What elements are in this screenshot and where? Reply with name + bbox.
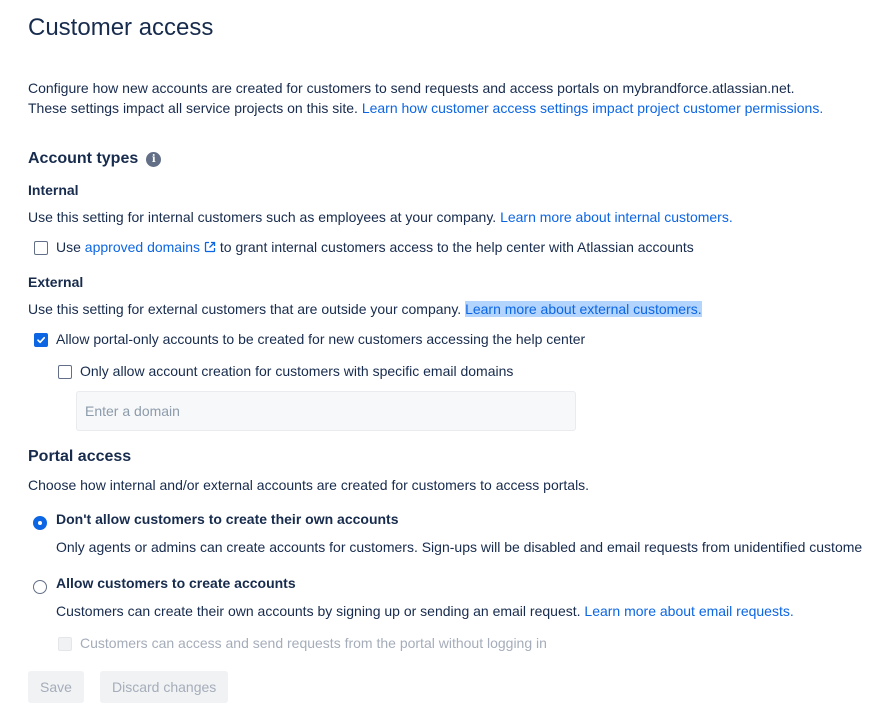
allow-portal-accounts-label: Allow portal-only accounts to be created for new customers accessing the help center [56,331,586,347]
portal-access-heading: Portal access [28,448,132,465]
allow-signup-description-text: Customers can create their own accounts by signing up or sending an email request. [56,603,585,619]
account-types-heading: Account types [28,150,139,167]
approved-domains-label [56,237,694,258]
no-self-signup-label: Don't allow customers to create their own accounts [56,511,399,527]
specific-domains-label: Only allow account creation for customers with specific email domains [80,363,514,379]
approved-domains-checkbox[interactable] [34,241,48,255]
allow-signup-radio[interactable] [33,580,47,594]
external-customers-link[interactable]: Learn more about external customers. [465,301,702,317]
customer-permissions-link[interactable]: Learn how customer access settings impact project customer permissions. [361,100,824,116]
no-self-signup-description: Only agents or admins can create accounts for customers. Sign-ups will be disabled and email requests from unidentified custome [56,539,863,555]
anonymous-access-label: Customers can access and send requests from the portal without logging in [80,635,547,651]
allow-signup-label: Allow customers to create accounts [56,575,296,591]
allow-portal-accounts-checkbox[interactable] [34,333,48,347]
email-requests-link[interactable]: Learn more about email requests. [584,603,794,619]
save-button[interactable]: Save [28,671,84,703]
info-icon[interactable]: i [146,152,161,167]
allow-signup-description [56,601,794,621]
intro-text-line1: Configure how new accounts are created for customers to send requests and access portals on mybrandforce.atlassian.net. [28,80,795,96]
approved-domains-prefix: Use [56,239,85,255]
approved-domains-suffix: to grant internal customers access to the help center with Atlassian accounts [215,239,694,255]
domain-input[interactable] [76,391,576,431]
portal-access-description: Choose how internal and/or external accounts are created for customers to access portals. [28,477,590,493]
account-types-section [28,150,161,168]
approved-domains-link-text[interactable]: approved domains [84,239,200,255]
external-description [28,299,702,319]
intro-text-line2-text: These settings impact all service projects on this site. [28,100,362,116]
external-link-icon [204,238,216,258]
internal-customers-link[interactable]: Learn more about internal customers. [500,209,733,225]
no-self-signup-radio[interactable] [33,516,47,530]
intro-text-line2 [28,98,823,118]
external-description-text: Use this setting for external customers that are outside your company. [28,301,466,317]
external-heading: External [28,274,84,290]
internal-description [28,207,733,227]
page-title: Customer access [28,14,214,41]
internal-heading: Internal [28,182,79,198]
specific-domains-checkbox[interactable] [58,365,72,379]
approved-domains-link[interactable] [85,239,216,255]
internal-description-text: Use this setting for internal customers such as employees at your company. [28,209,501,225]
discard-changes-button[interactable]: Discard changes [100,671,228,703]
anonymous-access-checkbox[interactable] [58,637,72,651]
